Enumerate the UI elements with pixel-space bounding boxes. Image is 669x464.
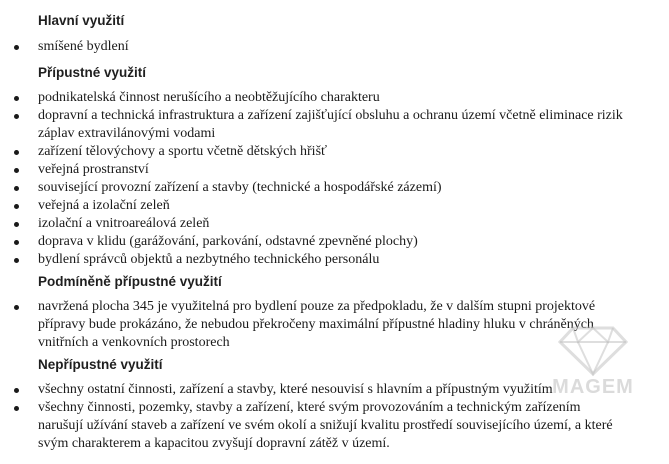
list-item: bydlení správců objektů a nezbytného technického personálu	[0, 251, 669, 269]
watermark-text: MAGEM	[552, 376, 634, 398]
list-item: navržená plocha 345 je využitelná pro bydlení pouze za předpokladu, že v dalším stupni projektové přípravy bude prokázáno, že nebudou překročeny maximální přípustné hladiny hluku v chráněných vnitřních a venkovních prostorech	[0, 298, 669, 352]
bullet-icon	[14, 305, 19, 310]
bullet-icon	[14, 222, 19, 227]
bullet-icon	[14, 45, 19, 50]
bullet-icon	[14, 114, 19, 119]
heading-prohibited-use: Nepřípustné využití	[38, 357, 163, 372]
bullet-icon	[14, 96, 19, 101]
heading-permitted-use: Přípustné využití	[38, 65, 147, 80]
bullet-icon	[14, 186, 19, 191]
permitted-use-list	[0, 89, 669, 269]
list-item: všechny ostatní činnosti, zařízení a stavby, které nesouvisí s hlavním a přípustným využitím	[0, 381, 669, 399]
list-item: související provozní zařízení a stavby (technické a hospodářské zázemí)	[0, 179, 669, 197]
list-item: doprava v klidu (garážování, parkování, odstavné zpevněné plochy)	[0, 233, 669, 251]
list-item: podnikatelská činnost nerušícího a neobtěžujícího charakteru	[0, 89, 669, 107]
bullet-icon	[14, 204, 19, 209]
list-item: veřejná a izolační zeleň	[0, 197, 669, 215]
bullet-icon	[14, 406, 19, 411]
prohibited-use-list	[0, 381, 669, 453]
main-use-list	[0, 38, 669, 56]
heading-main-use: Hlavní využití	[38, 13, 125, 28]
bullet-icon	[14, 388, 19, 393]
list-item: všechny činnosti, pozemky, stavby a zařízení, které svým provozováním a technickým zařízením narušují užívání staveb a zařízení ve svém okolí a snižují kvalitu prostředí souvisejícího území, a které svým charakterem a kapacitou zvyšují dopravní zátěž v území.	[0, 399, 669, 453]
bullet-icon	[14, 168, 19, 173]
list-item: dopravní a technická infrastruktura a zařízení zajišťující obsluhu a ochranu území včetně eliminace rizik záplav extravilánovými vodami	[0, 107, 669, 143]
list-item: veřejná prostranství	[0, 161, 669, 179]
list-item: zařízení tělovýchovy a sportu včetně dětských hřišť	[0, 143, 669, 161]
list-item: izolační a vnitroareálová zeleň	[0, 215, 669, 233]
bullet-icon	[14, 240, 19, 245]
list-item: smíšené bydlení	[0, 38, 669, 56]
bullet-icon	[14, 150, 19, 155]
heading-conditional-use: Podmíněně přípustné využití	[38, 274, 222, 289]
conditional-use-list	[0, 298, 669, 352]
bullet-icon	[14, 258, 19, 263]
